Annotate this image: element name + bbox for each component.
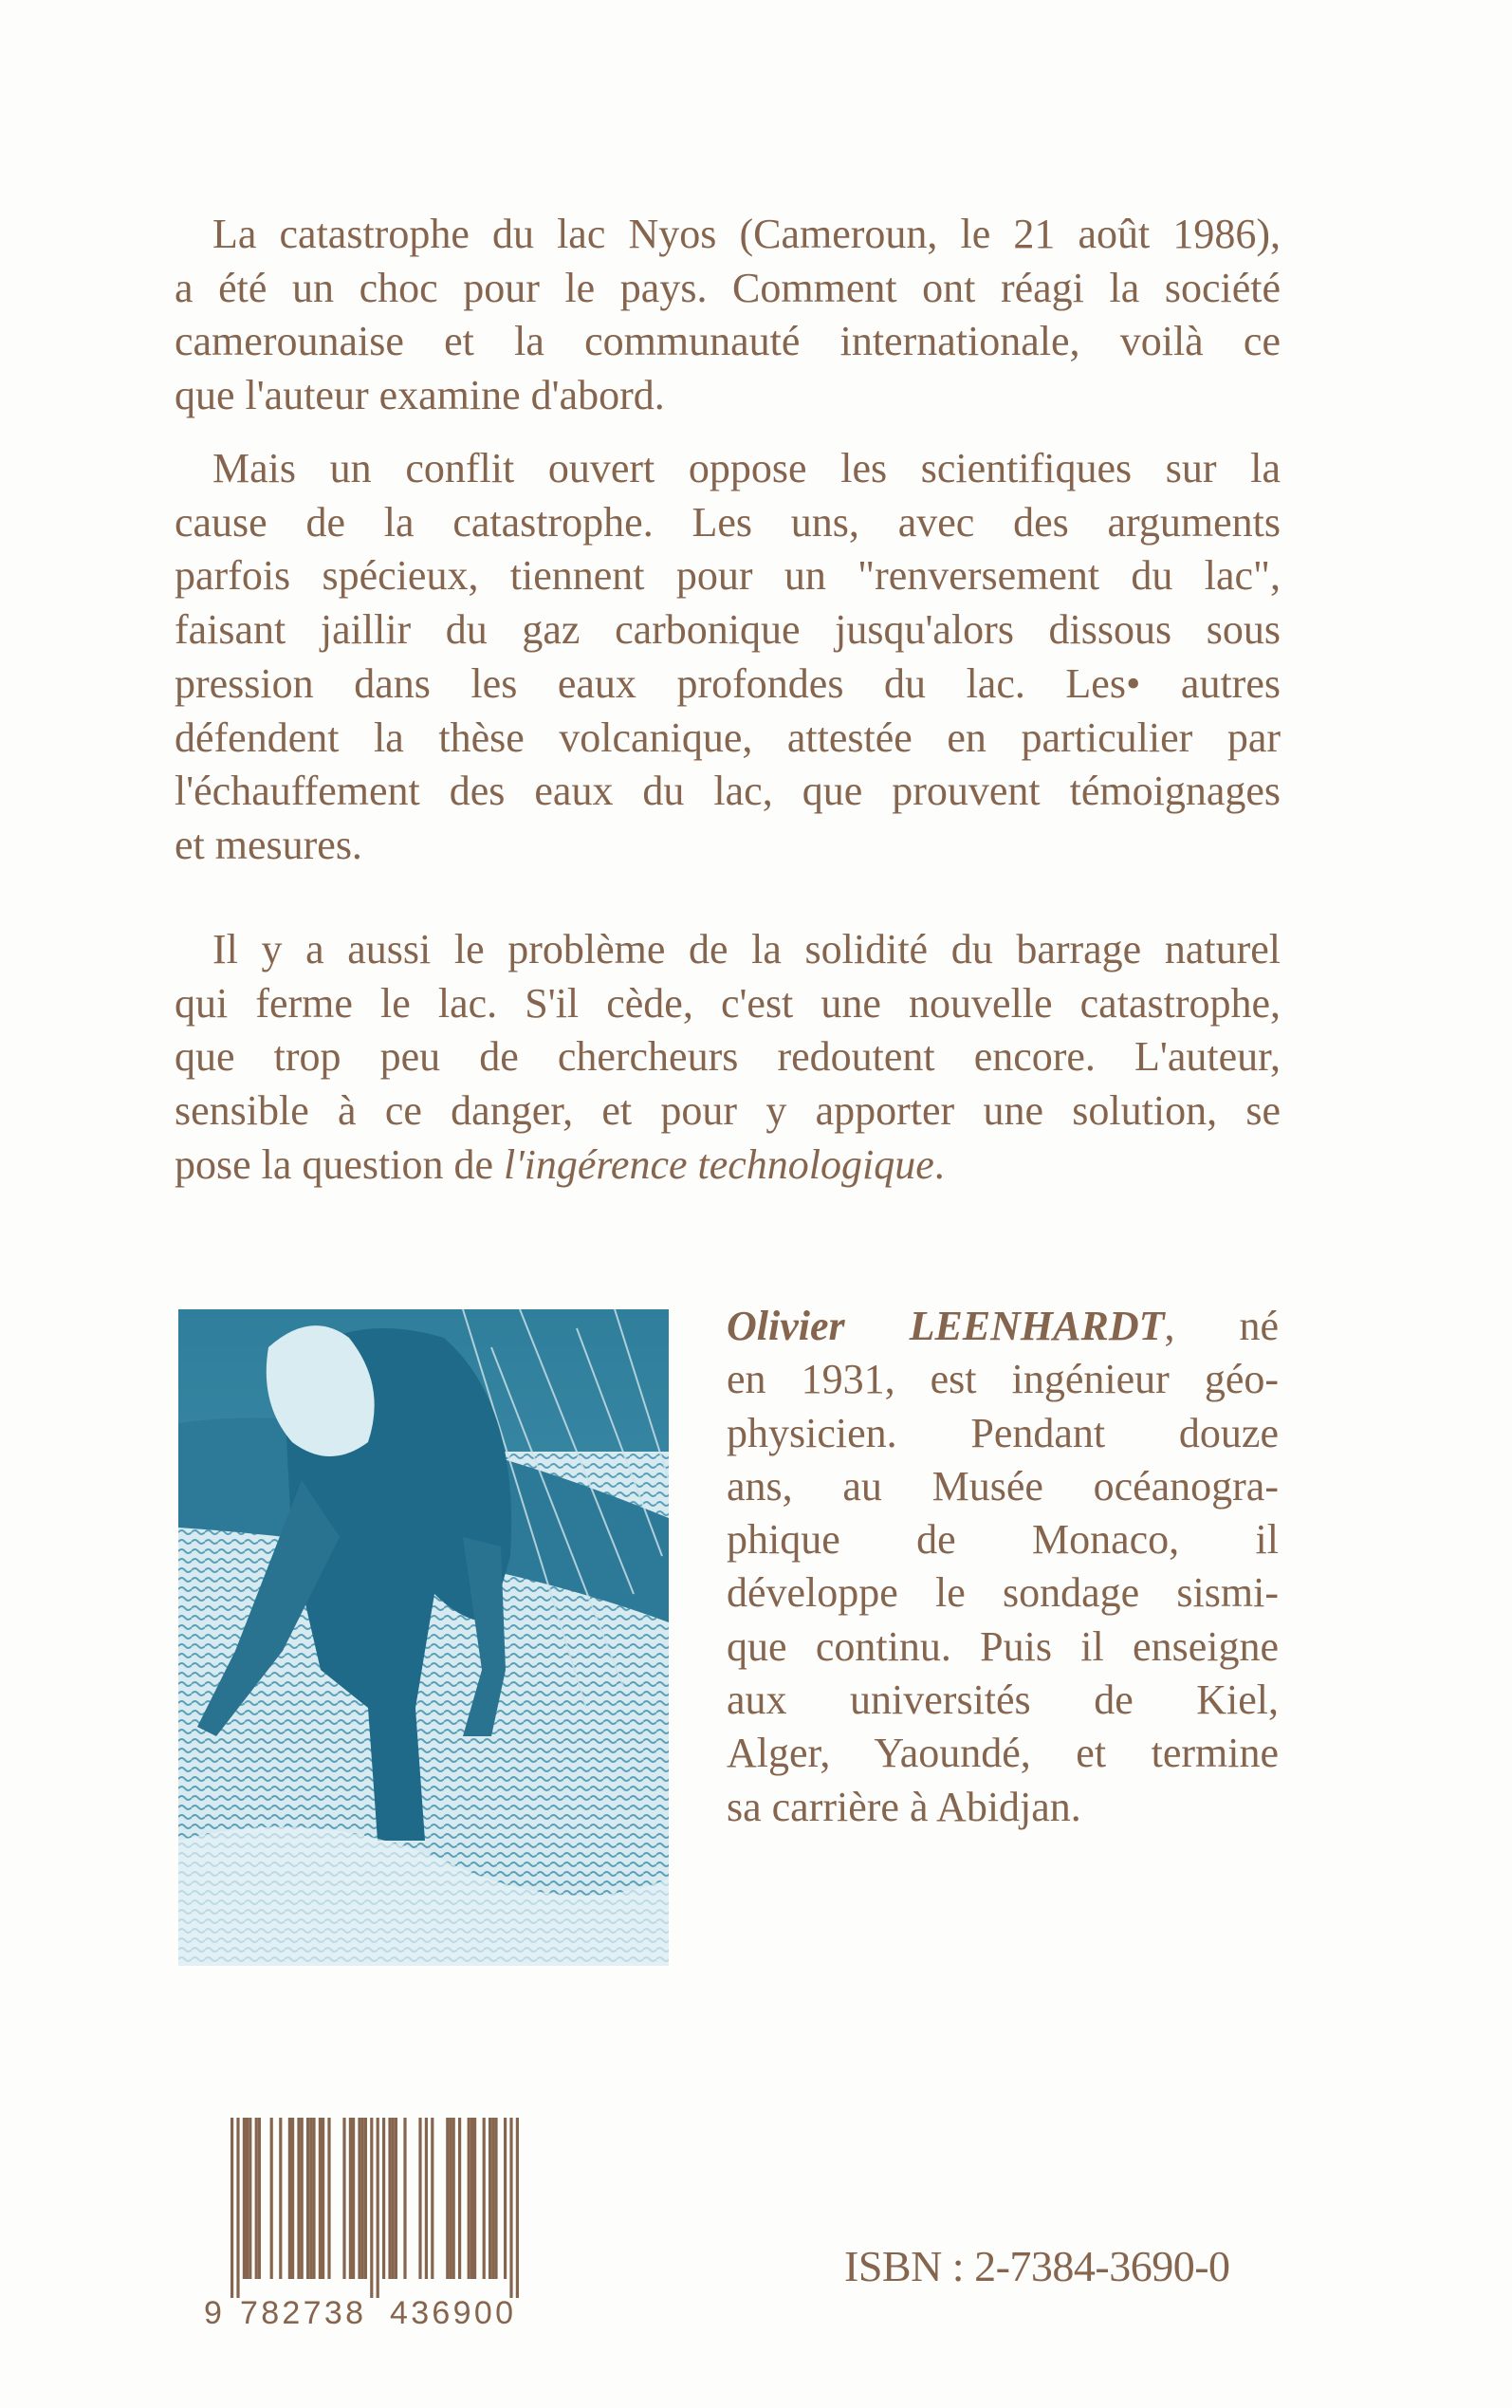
barcode-bar xyxy=(446,2118,449,2279)
barcode-bar xyxy=(319,2118,322,2279)
barcode xyxy=(204,2111,531,2329)
barcode-bar xyxy=(370,2118,373,2298)
barcode-bar xyxy=(395,2118,397,2279)
text-line: phique de Monaco, il xyxy=(727,1516,1279,1564)
barcode-bar xyxy=(258,2118,261,2279)
text-line: Alger, Yaoundé, et termine xyxy=(727,1730,1279,1777)
barcode-bar xyxy=(489,2118,491,2279)
text-line: sensible à ce danger, et pour y apporter une solution, se xyxy=(175,1087,1281,1135)
text-line: pression dans les eaux profondes du lac. Les• autres xyxy=(175,659,1281,707)
text-line: que continu. Puis il enseigne xyxy=(727,1622,1279,1670)
barcode-digit-first: 9 xyxy=(204,2295,222,2329)
barcode-bar xyxy=(230,2118,233,2298)
text-line: parfois spécieux, tiennent pour un "renversement du lac", xyxy=(175,552,1281,600)
paragraph-3 xyxy=(175,923,1281,1193)
barcode-bar xyxy=(382,2118,385,2279)
barcode-bar xyxy=(388,2118,391,2279)
text-line xyxy=(727,1300,1279,1353)
text-line: défendent la thèse volcanique, attestée en particulier par xyxy=(175,713,1281,761)
barcode-bar xyxy=(342,2118,345,2279)
barcode-bar xyxy=(270,2118,273,2279)
text-line: Mais un conflit ouvert oppose les scientifiques sur la xyxy=(212,445,1281,491)
barcode-bar xyxy=(494,2118,497,2279)
barcode-bar xyxy=(452,2118,455,2279)
text-line: a été un choc pour le pays. Comment ont réagi la société xyxy=(175,264,1281,311)
barcode-bar xyxy=(312,2118,315,2279)
barcode-bar xyxy=(279,2118,282,2279)
barcode-bar xyxy=(246,2118,249,2279)
text-line: faisant jaillir du gaz carbonique jusqu'alors dissous sous xyxy=(175,606,1281,654)
barcode-bar xyxy=(358,2118,360,2279)
isbn: ISBN : 2-7384-3690-0 xyxy=(844,2242,1230,2290)
paragraph-1 xyxy=(175,208,1281,423)
barcode-bar xyxy=(327,2118,330,2279)
barcode-bar xyxy=(255,2118,258,2279)
barcode-bar xyxy=(349,2118,352,2279)
barcode-bar xyxy=(297,2118,300,2279)
text-line: Il y a aussi le problème de la solidité du barrage naturel xyxy=(212,926,1281,972)
text-line: sa carrière à Abidjan. xyxy=(727,1783,1081,1830)
barcode-bar xyxy=(392,2118,395,2279)
text-line: camerounaise et la communauté internationale, voilà ce xyxy=(175,318,1281,365)
barcode-bar xyxy=(449,2118,452,2279)
barcode-digits-left: 782738 xyxy=(240,2295,363,2329)
author-photo xyxy=(178,1309,669,1966)
barcode-bar xyxy=(425,2118,428,2279)
text-line: ans, au Musée océanogra- xyxy=(727,1462,1279,1510)
barcode-bar xyxy=(504,2118,507,2279)
barcode-bar xyxy=(352,2118,355,2279)
barcode-bar xyxy=(236,2118,239,2298)
barcode-bar xyxy=(306,2118,309,2279)
barcode-bar xyxy=(431,2118,433,2279)
text-line: La catastrophe du lac Nyos (Cameroun, le 21 août 1986), xyxy=(212,211,1281,257)
text-line: et mesures. xyxy=(175,821,362,868)
barcode-bar xyxy=(470,2118,473,2279)
text: pose la question de xyxy=(175,1140,505,1188)
barcode-bar xyxy=(483,2118,486,2279)
text-line xyxy=(175,1139,1281,1193)
italic-phrase: l'ingérence technologique xyxy=(504,1140,934,1188)
text-line: physicien. Pendant douze xyxy=(727,1409,1279,1456)
text-line: que l'auteur examine d'abord. xyxy=(175,372,665,419)
barcode-bar xyxy=(418,2118,421,2279)
text: . xyxy=(933,1140,945,1188)
barcode-bar xyxy=(403,2118,406,2279)
barcode-bar xyxy=(509,2118,512,2298)
barcode-digits-right: 436900 xyxy=(390,2295,513,2329)
barcode-bar xyxy=(473,2118,476,2279)
barcode-bar xyxy=(468,2118,470,2279)
author-name: Olivier LEENHARDT xyxy=(727,1303,1165,1349)
barcode-bar xyxy=(301,2118,304,2279)
barcode-bar xyxy=(249,2118,251,2279)
barcode-bar xyxy=(361,2118,364,2279)
barcode-bar xyxy=(458,2118,461,2279)
barcode-bar xyxy=(322,2118,324,2279)
text-line: que trop peu de chercheurs redoutent encore. L'auteur, xyxy=(175,1033,1281,1081)
barcode-bar xyxy=(491,2118,494,2279)
barcode-bar xyxy=(377,2118,379,2298)
text-line: l'échauffement des eaux du lac, que prouvent témoignages xyxy=(175,768,1281,815)
barcode-bar xyxy=(309,2118,312,2279)
author-bio xyxy=(727,1300,1279,1834)
barcode-bar xyxy=(364,2118,367,2279)
barcode-bar xyxy=(516,2118,519,2298)
paragraph-2 xyxy=(175,442,1281,873)
barcode-bar xyxy=(288,2118,291,2279)
text: , né xyxy=(1164,1303,1279,1349)
text-line: développe le sondage sismi- xyxy=(727,1569,1279,1617)
text-line: cause de la catastrophe. Les uns, avec des arguments xyxy=(175,498,1281,546)
text-line: qui ferme le lac. S'il cède, c'est une nouvelle catastrophe, xyxy=(175,979,1281,1027)
barcode-bar xyxy=(243,2118,246,2279)
text-line: en 1931, est ingénieur géo- xyxy=(727,1356,1279,1403)
barcode-bar xyxy=(291,2118,294,2279)
text-line: aux universités de Kiel, xyxy=(727,1676,1279,1724)
